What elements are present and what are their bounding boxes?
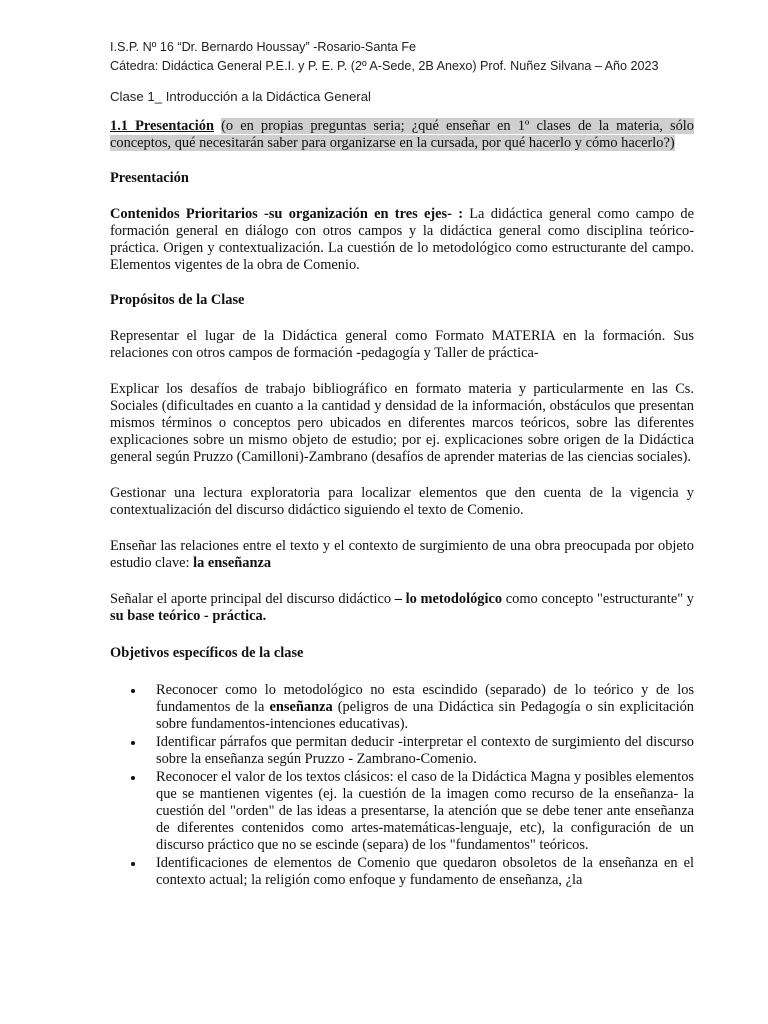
objetivos-list — [110, 682, 694, 889]
proposito-paragraph-2: Explicar los desafíos de trabajo bibliográfico en formato materia y particularmente en las Cs. Sociales (dificultades en cuanto a la cantidad y densidad de la información, obstáculos que presentan mismos términos o conceptos pero ubicados en diferentes marcos teóricos, sobre las diferentes explicaciones sobre un mismo objeto de estudio; por ej. explicaciones sobre origen de la Didáctica general según Pruzzo (Camilloni)-Zambrano (desafíos de aprender materias de las ciencias sociales). — [110, 381, 694, 465]
objetivo-1-bold: enseñanza — [269, 699, 333, 715]
contenidos-paragraph — [110, 206, 694, 274]
proposito-5-text-c: como concepto "estructurante" y — [502, 591, 694, 607]
proposito-paragraph-4 — [110, 538, 694, 572]
proposito-5-text-a: Señalar el aporte principal del discurso didáctico — [110, 591, 395, 607]
document-header — [110, 38, 694, 76]
objetivo-item-1 — [156, 682, 694, 733]
section-1-1 — [110, 118, 694, 152]
proposito-paragraph-1: Representar el lugar de la Didáctica general como Formato MATERIA en la formación. Sus relaciones con otros campos de formación -pedagogía y Taller de práctica- — [110, 328, 694, 361]
class-title: Clase 1_ Introducción a la Didáctica General — [110, 89, 371, 104]
proposito-paragraph-5 — [110, 591, 694, 625]
header-course: Cátedra: Didáctica General P.E.I. y P. E. P. (2º A-Sede, 2B Anexo) Prof. Nuñez Silvana – Año 2023 — [110, 59, 659, 73]
objetivo-1-text-a: Reconocer como lo metodológico no esta escindido (separado) de lo teórico y de los fundamentos de la — [156, 682, 694, 715]
proposito-5-bold-d: su base teórico - práctica. — [110, 608, 267, 624]
objetivo-1-text-c: (peligros de una Didáctica sin Pedagogía o sin explicitación sobre fundamentos-intenciones educativas). — [156, 699, 694, 732]
contenidos-text: La didáctica general como campo de formación general en diálogo con otros campos y la didáctica general como disciplina teórico-práctica. Origen y contextualización. La cuestión de lo metodológico como estructurante del campo. Elementos vigentes de la obra de Comenio. — [110, 206, 694, 273]
presentacion-heading: Presentación — [110, 170, 189, 186]
objetivos-heading: Objetivos específicos de la clase — [110, 645, 304, 661]
objetivo-item-3: Reconocer el valor de los textos clásicos: el caso de la Didáctica Magna y posibles elementos que se mantienen vigentes (ej. la cuestión de la imagen como recurso de la enseñanza- la cuestión del "orden" de las ideas a presentarse, la atención que se debe tener ante enseñanza de diferentes contenidos como artes-matemáticas-lenguaje, etc), la configuración de un discurso práctico que no se escinde (separa) de los "fundamentos" teóricos. — [156, 769, 694, 853]
section-1-1-heading: 1.1 Presentación — [110, 118, 214, 134]
proposito-paragraph-3: Gestionar una lectura exploratoria para localizar elementos que den cuenta de la vigencia y contextualización del discurso didáctico siguiendo el texto de Comenio. — [110, 485, 694, 518]
proposito-5-bold-b: – lo metodológico — [394, 591, 503, 607]
objetivo-item-2: Identificar párrafos que permitan deducir -interpretar el contexto de surgimiento del discurso sobre la enseñanza según Pruzzo - Zambrano-Comenio. — [156, 734, 694, 767]
document-body — [110, 118, 694, 889]
proposito-4-text: Enseñar las relaciones entre el texto y el contexto de surgimiento de una obra preocupada por objeto estudio clave: — [110, 538, 694, 571]
objetivo-item-4: Identificaciones de elementos de Comenio que quedaron obsoletos de la enseñanza en el contexto actual; la religión como enfoque y fundamento de enseñanza, ¿la — [156, 855, 694, 888]
contenidos-label: Contenidos Prioritarios -su organización en tres ejes- : — [110, 206, 463, 222]
header-institution: I.S.P. Nº 16 “Dr. Bernardo Houssay” -Rosario-Santa Fe — [110, 40, 417, 54]
section-1-1-highlighted-note: (o en propias preguntas seria; ¿qué enseñar en 1º clases de la materia, sólo conceptos, qué necesitarán saber para organizarse en la cursada, por qué hacerlo y cómo hacerlo?) — [110, 118, 694, 151]
propositos-heading: Propósitos de la Clase — [110, 292, 245, 308]
proposito-4-bold: la enseñanza — [193, 555, 272, 571]
